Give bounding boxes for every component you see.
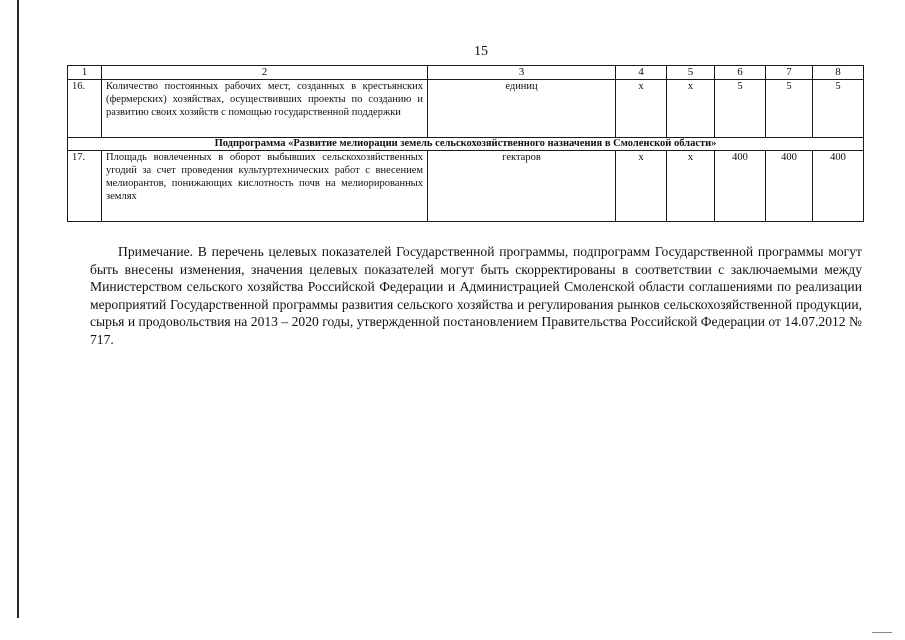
subprogram-row bbox=[68, 138, 864, 151]
value-cell: 400 bbox=[766, 151, 813, 222]
subprogram-title: Подпрограмма «Развитие мелиорации земель сельскохозяйственного назначения в Смоленской области» bbox=[68, 138, 864, 151]
header-cell: 3 bbox=[428, 66, 616, 80]
note-block bbox=[90, 243, 862, 348]
indicator-description: Площадь вовлеченных в оборот выбывших сельскохозяйственных угодий за счет проведения культуртехнических работ с внесением мелиорантов, понижающих кислотность почв на мелиорированных землях bbox=[102, 151, 428, 222]
header-cell: 6 bbox=[715, 66, 766, 80]
value-cell: 5 bbox=[715, 80, 766, 138]
table-row bbox=[68, 151, 864, 222]
indicators-table-wrapper bbox=[67, 65, 863, 222]
table-header-row bbox=[68, 66, 864, 80]
table-row bbox=[68, 80, 864, 138]
value-cell: х bbox=[667, 80, 715, 138]
indicators-table bbox=[67, 65, 864, 222]
row-number: 16. bbox=[68, 80, 102, 138]
value-cell: х bbox=[616, 80, 667, 138]
header-cell: 5 bbox=[667, 66, 715, 80]
note-paragraph: Примечание. В перечень целевых показателей Государственной программы, подпрограмм Государственной программы могут быть внесены изменения, значения целевых показателей могут быть скорректированы в соответствии с заключаемыми между Министерством сельского хозяйства Российской Федерации и Администрацией Смоленской области соглашениями по реализации мероприятий Государственной программы развития сельского хозяйства и регулирования рынков сельскохозяйственной продукции, сырья и продовольствия на 2013 – 2020 годы, утвержденной постановлением Правительства Российской Федерации от 14.07.2012 № 717. bbox=[90, 244, 862, 347]
value-cell: 5 bbox=[813, 80, 864, 138]
value-cell: х bbox=[667, 151, 715, 222]
row-number: 17. bbox=[68, 151, 102, 222]
value-cell: 5 bbox=[766, 80, 813, 138]
scan-edge-line bbox=[17, 0, 19, 618]
header-cell: 2 bbox=[102, 66, 428, 80]
indicator-description: Количество постоянных рабочих мест, созданных в крестьянских (фермерских) хозяйствах, осуществивших проекты по созданию и развитию своих хозяйств с помощью государственной поддержки bbox=[102, 80, 428, 138]
header-cell: 8 bbox=[813, 66, 864, 80]
value-cell: 400 bbox=[715, 151, 766, 222]
header-cell: 4 bbox=[616, 66, 667, 80]
value-cell: 400 bbox=[813, 151, 864, 222]
value-cell: х bbox=[616, 151, 667, 222]
header-cell: 7 bbox=[766, 66, 813, 80]
unit-cell: единиц bbox=[428, 80, 616, 138]
header-cell: 1 bbox=[68, 66, 102, 80]
scan-corner-mark bbox=[872, 632, 892, 633]
page-number: 15 bbox=[474, 44, 488, 59]
unit-cell: гектаров bbox=[428, 151, 616, 222]
